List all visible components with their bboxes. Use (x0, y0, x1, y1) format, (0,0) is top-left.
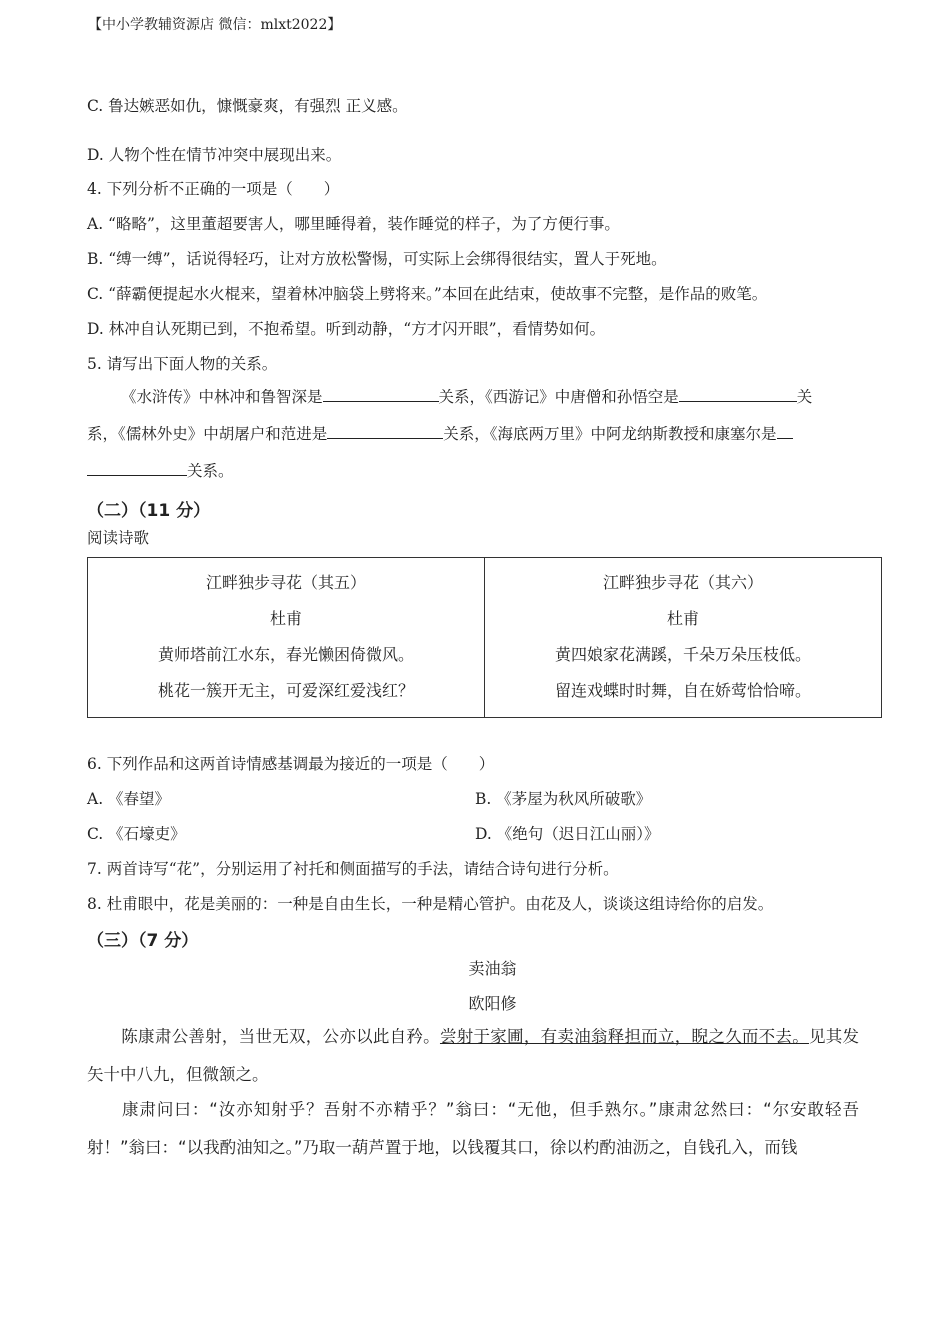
passage-author: 欧阳修 (468, 994, 517, 1013)
poem-line: 桃花一簇开无主，可爱深红爱浅红？ (157, 681, 414, 700)
q7-stem: 7. 两首诗写“花”，分别运用了衬托和侧面描写的手法，请结合诗句进行分析。 (87, 860, 619, 878)
q6-option-d: D. 《绝句（迟日江山丽）》 (475, 825, 660, 843)
q6-option-c: C. 《石壕吏》 (87, 825, 186, 843)
poem-title: 江畔独步寻花（其五） (205, 573, 366, 592)
q5-text-6: 关系。 (187, 462, 234, 480)
q4-option-b: B. “缚一缚”，话说得轻巧，让对方放松警惕，可实际上会绑得很结实，置人于死地。 (87, 250, 667, 268)
q3-option-c: C. 鲁达嫉恶如仇，慷慨豪爽，有强烈 正义感。 (87, 97, 408, 115)
answer-blank-3[interactable] (327, 423, 443, 439)
poem-cell-5 (88, 558, 485, 718)
answer-blank-4b[interactable] (87, 460, 187, 476)
q5-text-2: 关系，《西游记》中唐僧和孙悟空是 (438, 388, 679, 406)
section-2-instruction: 阅读诗歌 (87, 529, 150, 547)
poem-title: 江畔独步寻花（其六） (602, 573, 763, 592)
q5-fill-in-paragraph (87, 379, 859, 490)
q4-option-d: D. 林冲自认死期已到，不抱希望。听到动静，“方才闪开眼”，看情势如何。 (87, 320, 606, 338)
poem-line: 黄师塔前江水东，春光懒困倚微风。 (157, 645, 414, 664)
section-3-title: （三）（7 分） (87, 931, 199, 951)
q5-stem: 5. 请写出下面人物的关系。 (87, 355, 278, 373)
page-header: 【中小学教辅资源店 微信：mlxt2022】 (88, 17, 342, 33)
q4-option-a: A. “略略”，这里董超要害人，哪里睡得着，装作睡觉的样子，为了方便行事。 (87, 215, 620, 233)
passage-paragraph-2 (87, 1091, 859, 1167)
passage-text: 康肃问曰：“汝亦知射乎？吾射不亦精乎？”翁曰：“无他，但手熟尔。”康肃忿然曰：“尔安敢轻吾射！”翁曰：“以我酌油知之。”乃取一葫芦置于地，以钱覆其口，徐以杓酌油沥之，自钱孔入，而钱 (87, 1100, 859, 1157)
underlined-sentence: 尝射于家圃，有卖油翁释担而立，睨之久而不去。 (439, 1027, 809, 1046)
poem-line: 黄四娘家花满蹊，千朵万朵压枝低。 (554, 645, 811, 664)
q8-stem: 8. 杜甫眼中，花是美丽的：一种是自由生长，一种是精心管护。由花及人，谈谈这组诗给你的启发。 (87, 895, 774, 913)
answer-blank-2[interactable] (679, 386, 797, 402)
passage-text: 见其发矢十中八九，但微颔之。 (87, 1027, 860, 1084)
answer-blank-4a[interactable] (777, 423, 793, 439)
q3-option-d: D. 人物个性在情节冲突中展现出来。 (87, 146, 342, 164)
q5-text-4: 系，《儒林外史》中胡屠户和范进是 (87, 425, 328, 443)
passage-paragraph-1 (87, 1018, 859, 1094)
poem-cell-6 (485, 558, 882, 718)
q6-option-a: A. 《春望》 (87, 790, 171, 808)
q5-text-3: 关 (796, 388, 813, 406)
q6-stem: 6. 下列作品和这两首诗情感基调最为接近的一项是（ ） (87, 755, 495, 773)
q6-option-b: B. 《茅屋为秋风所破歌》 (475, 790, 652, 808)
passage-title: 卖油翁 (468, 959, 517, 978)
poem-author: 杜甫 (269, 609, 302, 628)
poem-author: 杜甫 (666, 609, 699, 628)
poem-line: 留连戏蝶时时舞，自在娇莺恰恰啼。 (554, 681, 811, 700)
q4-stem: 4. 下列分析不正确的一项是（ ） (87, 180, 340, 198)
section-2-title: （二）（11 分） (87, 501, 211, 521)
q5-text-1: 《水浒传》中林冲和鲁智深是 (121, 388, 323, 406)
answer-blank-1[interactable] (323, 386, 439, 402)
poem-table (87, 557, 882, 718)
q5-text-5: 关系，《海底两万里》中阿龙纳斯教授和康塞尔是 (443, 425, 777, 443)
q4-option-c: C. “薛霸便提起水火棍来，望着林冲脑袋上劈将来。”本回在此结束，使故事不完整，是作品的败笔。 (87, 285, 768, 303)
passage-text: 陈康肃公善射，当世无双，公亦以此自矜。 (121, 1027, 440, 1046)
